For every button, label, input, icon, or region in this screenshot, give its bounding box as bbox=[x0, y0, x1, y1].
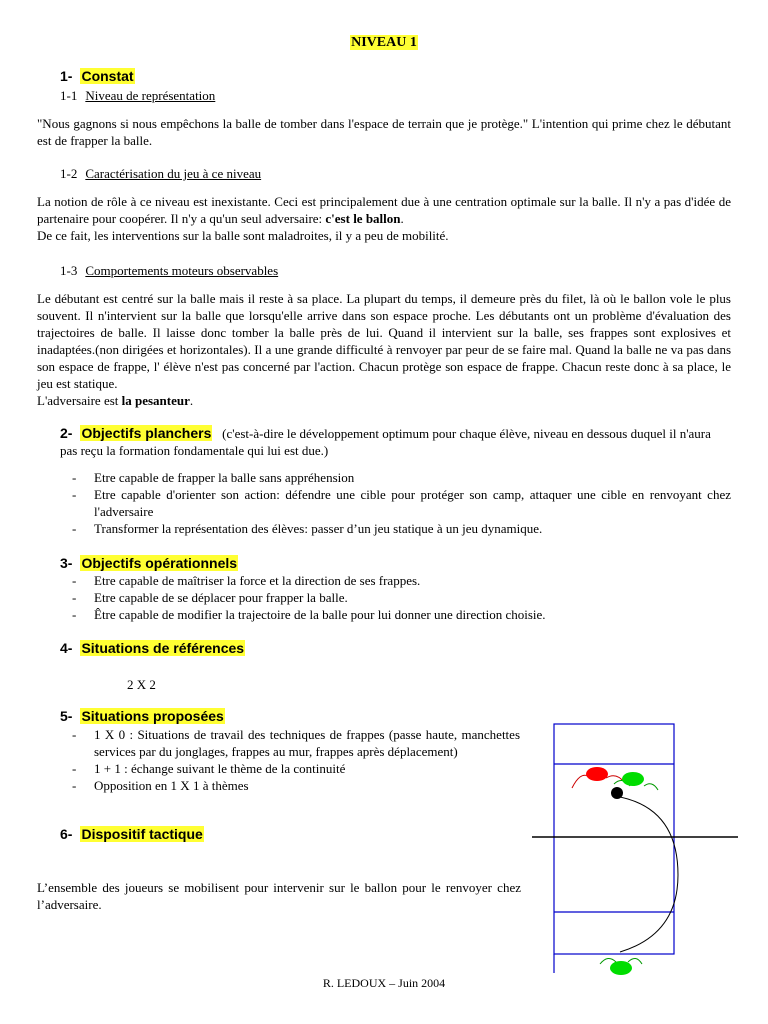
list-situations-proposees bbox=[60, 726, 520, 794]
ball-icon bbox=[611, 787, 623, 799]
section-4-heading: 4- Situations de références bbox=[60, 640, 245, 656]
player-green-icon bbox=[622, 772, 644, 786]
paragraph-1-3: Le débutant est centré sur la balle mais il reste à sa place. La plupart du temps, il demeure près du filet, là où le ballon vole le plus souvent. Il n'intervient sur la balle que lorsqu'elle arrive dans son espace proche. Les débutants ont un problème d'évaluation des trajectoires de balle. Il laisse donc tomber la balle près de lui. Quand il intervient sur la balle, ses frappes sont explosives et inadaptées.(non dirigées et horizontales). Il a une grande difficulté à renvoyer par peur de se faire mal. Quand la balle ne va pas dans son espace de frappe, l' élève n'est pas concerné par l'action. Chacun protège son espace de frappe. Chacun reste donc à sa place, le jeu est statique. L'adversaire est la pesanteur. bbox=[37, 291, 731, 408]
section-3-heading: 3- Objectifs opérationnels bbox=[60, 555, 238, 571]
subsection-1-2: 1-2 Caractérisation du jeu à ce niveau bbox=[60, 166, 262, 181]
list-item: - Transformer la représentation des élèves: passer d’un jeu statique à un jeu dynamique. bbox=[72, 521, 543, 536]
list-item: - Opposition en 1 X 1 à thèmes bbox=[72, 778, 249, 793]
paragraph-1-1: "Nous gagnons si nous empêchons la balle de tomber dans l'espace de terrain que je protège." L'intention qui prime chez le débutant est de frapper la balle. bbox=[37, 116, 731, 148]
situation-reference-value: 2 X 2 bbox=[127, 677, 156, 692]
section-6-heading: 6- Dispositif tactique bbox=[60, 826, 203, 842]
court-diagram bbox=[528, 710, 740, 975]
section-2-note: (c'est-à-dire le développement optimum pour chaque élève, niveau en dessous duquel il n'aura pas reçu la formation fondamentale qui lui est due.) bbox=[60, 426, 711, 458]
arm-mark bbox=[572, 775, 588, 788]
page-footer: R. LEDOUX – Juin 2004 bbox=[322, 976, 446, 990]
arm-mark bbox=[606, 776, 624, 782]
subsection-1-1: 1-1 Niveau de représentation bbox=[60, 88, 216, 103]
ball-trajectory bbox=[620, 797, 678, 952]
section-1-heading: 1- Constat bbox=[60, 68, 134, 84]
list-objectifs-operationnels bbox=[60, 572, 731, 623]
section-5-heading: 5- Situations proposées bbox=[60, 708, 224, 724]
list-item: - Être capable de modifier la trajectoire de la balle pour lui donner une direction choisie. bbox=[72, 607, 546, 622]
list-item: - Etre capable de se déplacer pour frapper la balle. bbox=[72, 590, 348, 605]
paragraph-6: L’ensemble des joueurs se mobilisent pour intervenir sur le ballon pour le renvoyer chez l’adversaire. bbox=[37, 880, 521, 912]
paragraph-1-2: La notion de rôle à ce niveau est inexistante. Ceci est principalement due à une centration optimale sur la balle. Il n'y a pas d'idée de partenaire pour coopérer. Il n'y a qu'un seul adversaire: c'est le ballon. De ce fait, les interventions sur la balle sont maladroites, il y a peu de mobilité. bbox=[37, 194, 731, 243]
list-item: - Etre capable de frapper la balle sans appréhension bbox=[72, 470, 355, 485]
section-2-heading: 2- Objectifs planchers (c'est-à-dire le développement optimum pour chaque élève, niveau en dessous duquel il n'aura pas reçu la formation fondamentale qui lui est due.) bbox=[60, 425, 711, 458]
arm-mark bbox=[628, 958, 642, 964]
player-green-bottom-icon bbox=[610, 961, 632, 975]
list-item: - 1 X 0 : Situations de travail des techniques de frappes (passe haute, manchettes services par du jonglages, frappes au mur, frappes après déplacement) bbox=[72, 727, 520, 759]
list-item: - Etre capable d'orienter son action: défendre une cible pour protéger son camp, attaquer une cible en renvoyant chez l'adversaire bbox=[72, 487, 731, 519]
page-title: NIVEAU 1 bbox=[351, 35, 417, 50]
court-outline bbox=[554, 724, 674, 954]
list-item: - 1 + 1 : échange suivant le thème de la continuité bbox=[72, 761, 346, 776]
list-item: - Etre capable de maîtriser la force et la direction de ses frappes. bbox=[72, 573, 421, 588]
list-objectifs-planchers bbox=[60, 469, 731, 537]
player-red-icon bbox=[586, 767, 608, 781]
arm-mark bbox=[644, 784, 658, 790]
subsection-1-3: 1-3 Comportements moteurs observables bbox=[60, 263, 279, 278]
